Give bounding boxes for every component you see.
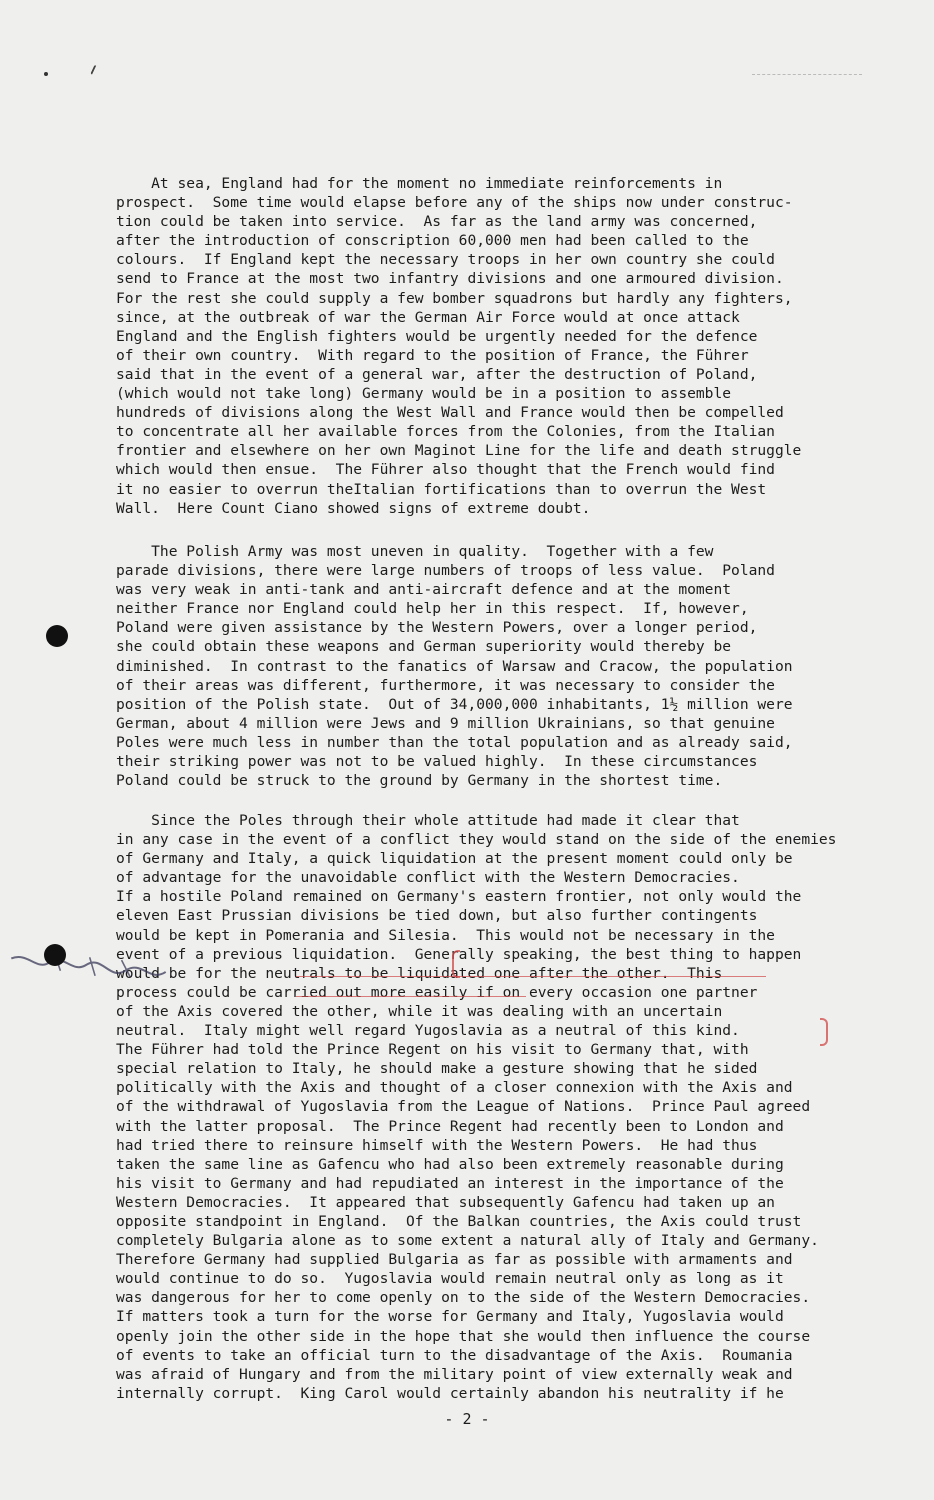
page-number: - 2 - — [444, 1410, 490, 1428]
text-line: send to France at the most two infantry divisions and one armoured division. — [116, 270, 784, 288]
text-line: with the latter proposal. The Prince Regent had recently been to London and — [116, 1117, 784, 1135]
text-line: of Germany and Italy, a quick liquidation at the present moment could only be — [116, 850, 793, 868]
text-line: tion could be taken into service. As far as the land army was concerned, — [116, 213, 758, 231]
text-line: was afraid of Hungary and from the military point of view externally weak and — [116, 1365, 793, 1383]
text-line: of their areas was different, furthermore, it was necessary to consider the — [116, 676, 775, 694]
text-line: The Führer had told the Prince Regent on his visit to Germany that, with — [116, 1041, 749, 1059]
text-line: said that in the event of a general war, after the destruction of Poland, — [116, 365, 758, 383]
paragraph-2 — [116, 542, 876, 790]
text-line: of advantage for the unavoidable conflict with the Western Democracies. — [116, 869, 740, 887]
text-line: of events to take an official turn to the disadvantage of the Axis. Roumania — [116, 1346, 793, 1364]
text-line: their striking power was not to be valued highly. In these circumstances — [116, 753, 758, 771]
text-line: openly join the other side in the hope that she would then influence the course — [116, 1327, 811, 1345]
text-line: in any case in the event of a conflict they would stand on the side of the enemies — [116, 831, 837, 849]
text-line: special relation to Italy, he should make a gesture showing that he sided — [116, 1060, 758, 1078]
text-line: Since the Poles through their whole attitude had made it clear that — [116, 812, 740, 829]
text-line: diminished. In contrast to the fanatics of Warsaw and Cracow, the population — [116, 657, 793, 675]
text-line: internally corrupt. King Carol would certainly abandon his neutrality if he — [116, 1384, 784, 1402]
text-line: The Polish Army was most uneven in quality. Together with a few — [116, 543, 714, 560]
text-line: prospect. Some time would elapse before any of the ships now under construc- — [116, 194, 793, 212]
faint-mark — [752, 74, 862, 75]
punch-hole — [44, 944, 66, 966]
text-line: German, about 4 million were Jews and 9 million Ukrainians, so that genuine — [116, 714, 775, 732]
text-line: taken the same line as Gafencu who had also been extremely reasonable during — [116, 1155, 784, 1173]
text-line: Poland could be struck to the ground by Germany in the shortest time. — [116, 772, 723, 790]
text-line: it no easier to overrun theItalian fortifications than to overrun the West — [116, 480, 767, 498]
text-line: would be kept in Pomerania and Silesia. This would not be necessary in the — [116, 926, 775, 944]
text-line: If matters took a turn for the worse for Germany and Italy, Yugoslavia would — [116, 1308, 784, 1326]
text-line: If a hostile Poland remained on Germany's eastern frontier, not only would the — [116, 888, 802, 906]
text-line: which would then ensue. The Führer also thought that the French would find — [116, 461, 775, 479]
paragraph-1 — [116, 174, 876, 518]
text-line: Poland were given assistance by the Western Powers, over a longer period, — [116, 619, 758, 637]
text-line: neutral. Italy might well regard Yugoslavia as a neutral of this kind. — [116, 1022, 740, 1040]
ink-speck — [44, 72, 48, 76]
text-line: politically with the Axis and thought of a closer connexion with the Axis and — [116, 1079, 793, 1097]
text-line: after the introduction of conscription 60,000 men had been called to the — [116, 232, 749, 250]
annotation-close-bracket — [820, 1018, 828, 1046]
text-line: since, at the outbreak of war the German Air Force would at once attack — [116, 308, 740, 326]
text-line: completely Bulgaria alone as to some extent a natural ally of Italy and Germany. — [116, 1232, 819, 1250]
text-line: opposite standpoint in England. Of the Balkan countries, the Axis could trust — [116, 1212, 802, 1230]
text-line: event of a previous liquidation. Generally speaking, the best thing to happen — [116, 945, 802, 963]
text-line: At sea, England had for the moment no immediate reinforcements in — [116, 175, 723, 192]
text-line: eleven East Prussian divisions be tied down, but also further contingents — [116, 907, 758, 925]
ink-speck — [90, 65, 101, 77]
text-line: hundreds of divisions along the West Wall and France would then be compelled — [116, 404, 784, 422]
text-line: neither France nor England could help her in this respect. If, however, — [116, 600, 749, 618]
text-line: colours. If England kept the necessary troops in her own country she could — [116, 251, 775, 269]
annotation-underline — [296, 996, 526, 997]
text-line: to concentrate all her available forces from the Colonies, from the Italian — [116, 423, 775, 441]
text-line: of the withdrawal of Yugoslavia from the League of Nations. Prince Paul agreed — [116, 1098, 811, 1116]
text-line: was dangerous for her to come openly on to the side of the Western Democracies. — [116, 1289, 811, 1307]
annotation-underline — [296, 976, 766, 977]
text-line: (which would not take long) Germany would be in a position to assemble — [116, 385, 732, 403]
text-line: England and the English fighters would be urgently needed for the defence — [116, 327, 758, 345]
text-line: process could be carried out more easily if on every occasion one partner — [116, 983, 758, 1001]
text-line: of their own country. With regard to the position of France, the Führer — [116, 346, 749, 364]
text-line: parade divisions, there were large numbers of troops of less value. Poland — [116, 562, 775, 580]
text-line: frontier and elsewhere on her own Maginot Line for the life and death struggle — [116, 442, 802, 460]
text-line: position of the Polish state. Out of 34,000,000 inhabitants, 1½ million were — [116, 695, 793, 713]
text-line: was very weak in anti-tank and anti-aircraft defence and at the moment — [116, 581, 732, 599]
punch-hole — [46, 625, 68, 647]
paragraph-3 — [116, 811, 876, 1403]
annotation-open-bracket — [452, 950, 460, 978]
text-line: she could obtain these weapons and German superiority would thereby be — [116, 638, 732, 656]
text-line: would be for the neutrals to be liquidated one after the other. This — [116, 964, 723, 982]
text-line: For the rest she could supply a few bomber squadrons but hardly any fighters, — [116, 289, 793, 307]
text-line: of the Axis covered the other, while it was dealing with an uncertain — [116, 1002, 723, 1020]
text-line: Wall. Here Count Ciano showed signs of extreme doubt. — [116, 499, 591, 517]
text-line: had tried there to reinsure himself with the Western Powers. He had thus — [116, 1136, 758, 1154]
text-line: his visit to Germany and had repudiated an interest in the importance of the — [116, 1174, 784, 1192]
text-line: Therefore Germany had supplied Bulgaria as far as possible with armaments and — [116, 1251, 793, 1269]
text-line: would continue to do so. Yugoslavia would remain neutral only as long as it — [116, 1270, 784, 1288]
text-line: Poles were much less in number than the total population and as already said, — [116, 733, 793, 751]
text-line: Western Democracies. It appeared that subsequently Gafencu had taken up an — [116, 1193, 775, 1211]
